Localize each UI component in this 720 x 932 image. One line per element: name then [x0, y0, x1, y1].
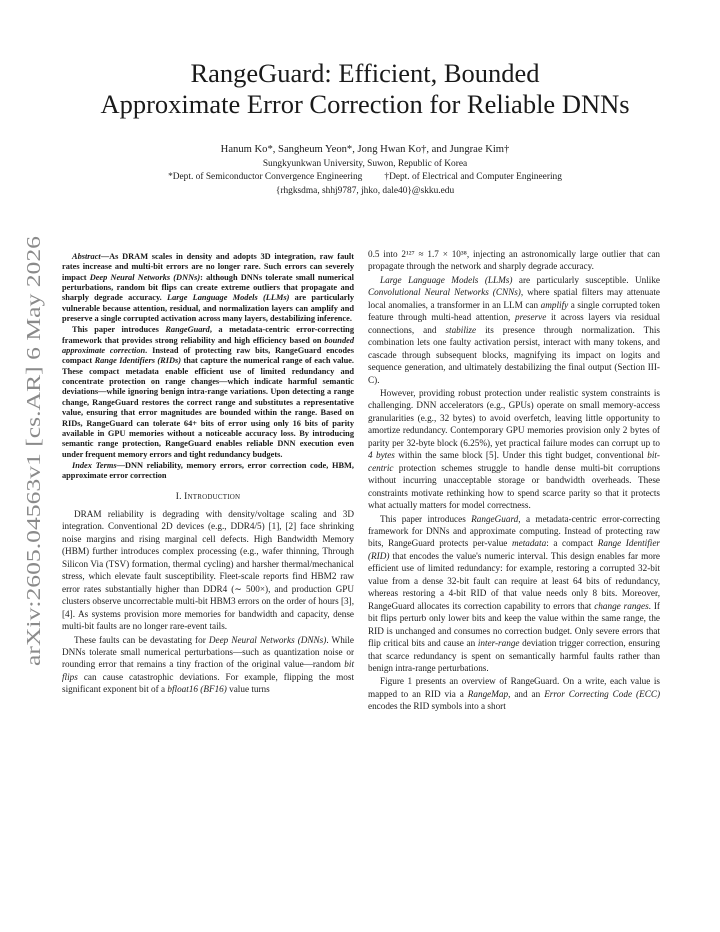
body-text: value turns	[226, 684, 270, 695]
body-term: bit-centric	[368, 450, 660, 473]
body-text: deviation trigger correction, ensuring that scarce redundancy is spent on semantically harmful faults rather than benign intra-range perturbations.	[368, 638, 660, 673]
body-text: can cause catastrophic deviations. For example, flipping the most significant exponent bit of a	[62, 671, 354, 695]
affiliation-dept-2: †Dept. of Electrical and Computer Engineering	[384, 172, 562, 182]
abstract-paragraph-1	[62, 252, 354, 324]
abstract-text: are particularly vulnerable because attention, residual, and normalization layers can amplify and preserve a single corrupted activation across many layers, destabilizing inference.	[62, 293, 354, 324]
arxiv-watermark	[10, 230, 50, 670]
affiliation-university: Sungkyunkwan University, Suwon, Republic of Korea	[262, 159, 468, 169]
abstract-term: Deep Neural Networks (DNNs)	[89, 272, 201, 282]
body-text: a single corrupted token feature through multi-head attention,	[368, 299, 661, 323]
body-text: it across layers via residual connections, and	[368, 312, 661, 335]
body-text: encodes the RID symbols into a short	[368, 701, 506, 712]
abstract-text: , a metadata-centric error-correcting framework that provides strong reliability and high efficiency based on	[62, 325, 354, 345]
intro-paragraph-2	[62, 634, 354, 696]
abstract-paragraph-2	[62, 325, 354, 459]
body-text: However, providing robust protection under realistic system constraints is challenging. DNN accelerators (e.g., GPUs) operate on small memory-access granularities (e.g., 32 bytes) to avoid overfetch, leaving little opportunity to amortize redundancy. Contemporary GPU memories provision only 2 bytes of parity per 32-byte block (6.25%), yet practical failure modes can corrupt up to	[368, 387, 660, 448]
body-term: Deep Neural Networks (DNNs)	[208, 634, 327, 645]
body-text: . While DNNs tolerate small numerical perturbations—such as quantization noise or rounding error that remains a tiny fraction of the original value—random	[62, 634, 354, 670]
intro-paragraph-6	[368, 675, 660, 712]
index-terms-label: Index Terms	[72, 460, 117, 470]
intro-paragraph-5	[368, 513, 660, 675]
section-heading-introduction: I. Introduction	[175, 491, 241, 502]
paper-title	[60, 58, 670, 120]
body-text: are particularly susceptible. Unlike	[512, 274, 660, 285]
abstract-text: This paper introduces	[72, 325, 166, 335]
arxiv-id: arXiv:2605.04563v1 [cs.AR] 6 May 2026	[24, 338, 45, 666]
body-term: Large Language Models (LLMs)	[380, 274, 513, 285]
body-term: bit flips	[62, 659, 354, 682]
intro-paragraph-1: DRAM reliability is degrading with density/voltage scaling and 3D integration. Conventional 2D devices (e.g., DDR4/5) [1], [2] face shrinking noise margins and rising marginal cell defects. High Bandwidth Memory (HBM) further introduces complex processing (e.g., wafer thinning, Through Silicon Via (TSV) formation, thermal cycling) and harsher thermal/mechanical stress, which elevate fault susceptibility. Fleet-scale reports find HBM2 raw error rates substantially higher than DDR4 (∼ 500×), and production GPU clusters observe uncorrectable multi-bit HBM3 errors on the order of hours [3], [4]. As systems provision more memories for bandwidth and capacity, dense multi-bit faults are no longer rare-event tails.	[62, 509, 354, 632]
abstract-term: Large Language Models (LLMs)	[167, 293, 290, 303]
abstract-term: bounded approximate correction	[62, 335, 354, 356]
body-term: change ranges	[594, 600, 649, 611]
body-text: its presence through normalization. This combination lets one faulty activation persist, interact with many tokens, and cascade through subsequent blocks, magnifying its impact on logits and sequence generation, and ultimately destabilizing the final output (Section III-C).	[368, 324, 660, 385]
index-terms-text: —DNN reliability, memory errors, error correction code, HBM, approximate error correction	[62, 460, 354, 481]
author-emails: {rhgksdma, shhj9787, jhko, dale40}@skku.edu	[275, 186, 455, 196]
affiliation-dept-1: *Dept. of Semiconductor Convergence Engineering	[168, 172, 363, 182]
left-column	[62, 252, 354, 696]
body-text: : a compact	[546, 538, 598, 549]
body-term: stabilize	[445, 324, 477, 335]
intro-paragraph-continued: 0.5 into 2¹²⁷ ≈ 1.7 × 10³⁸, injecting an astronomically large outlier that can propagate through the network and sharply degrade accuracy.	[368, 249, 660, 272]
body-text: These faults can be devastating for	[74, 634, 209, 645]
body-text: Figure 1 presents an overview of RangeGuard. On a write, each value is mapped to an RID via a	[368, 676, 660, 699]
body-text: that encodes the value's numeric interval. This design enables far more efficient use of limited redundancy: for example, restoring a corrupted 32-bit value from a dense 32-bit fault can require at least 64 bits of redundancy, whereas restoring a 4-bit RID of that value needs only 8 bits. Moreover, RangeGuard allocates its correction capability to errors that	[368, 550, 660, 611]
intro-paragraph-4	[368, 387, 660, 512]
body-term: RangeMap	[467, 688, 509, 699]
right-column	[368, 248, 660, 713]
body-text: protection schemes struggle to handle dense multi-bit corruptions without incurring unacceptable storage or bandwidth overheads. These constraints motivate rethinking how to spend scarce parity so that it protects what actually matters for model correctness.	[368, 462, 660, 511]
author-list: Hanum Ko*, Sangheum Yeon*, Jong Hwan Ko†, and Jungrae Kim†	[220, 144, 510, 155]
body-term: Error Correcting Code (ECC)	[544, 688, 661, 699]
body-term: Range Identifier (RID)	[368, 538, 660, 561]
body-term: amplify	[540, 299, 569, 310]
abstract-text: . Instead of protecting raw bits, RangeGuard encodes compact	[62, 346, 355, 366]
index-terms	[62, 461, 354, 482]
body-term: RangeGuard	[471, 513, 519, 524]
abstract-text: : although DNNs tolerate small numerical perturbations, random bit flips can create extreme outliers that propagate and sharply degrade accuracy.	[62, 272, 354, 303]
abstract-term: Range Identifiers (RIDs)	[94, 356, 182, 366]
abstract-text: that capture the numerical range of each value. These compact metadata enable efficient use of limited redundancy and concentrate protection on range changes—which indicate harmful semantic deviations—while ignoring benign intra-range variations. Upon detecting a range change, RangeGuard restores the correct range and substitutes a representative value, ensuring that error magnitudes are bounded within the range. Based on RIDs, RangeGuard can tolerate 64+ bits of error using only 16 bits of parity available in GPU memories without a noticeable accuracy loss. By introducing semantic range protection, RangeGuard enables reliable DNN execution even under frequent memory errors and tight redundancy budgets.	[62, 356, 354, 459]
body-text: , where spatial filters may attenuate local anomalies, a transformer in an LLM can	[368, 287, 660, 310]
abstract	[62, 252, 354, 482]
body-term: preserve	[515, 312, 547, 323]
title-line-1: RangeGuard: Efficient, Bounded	[190, 58, 540, 88]
affiliation-departments	[60, 171, 670, 183]
body-term: metadata	[511, 538, 547, 549]
body-text: within the same block [5]. Under this tight budget, conventional	[394, 450, 648, 461]
intro-paragraph-3	[368, 274, 660, 386]
body-term: 4 bytes	[368, 450, 395, 461]
body-term: bfloat16 (BF16)	[167, 684, 227, 695]
abstract-term: RangeGuard	[165, 325, 210, 335]
body-term: Convolutional Neural Networks (CNNs)	[368, 287, 521, 298]
abstract-text: —As DRAM scales in density and adopts 3D integration, raw fault rates increase and multi-bit errors are no longer rare. Such errors can severely impact	[62, 252, 354, 282]
body-text: . If bit flips perturb only lower bits and keep the value within the same range, the RID is unchanged and consumes no correction budget. Only severe errors that flip critical bits and cause an	[368, 600, 660, 649]
body-text: This paper introduces	[380, 513, 472, 524]
body-text: , a metadata-centric error-correcting framework for DNNs and approximate computing. Instead of protecting raw bits, RangeGuard protects per-value	[368, 513, 660, 549]
body-term: inter-range	[477, 638, 520, 649]
abstract-label: Abstract	[72, 252, 101, 261]
title-line-2: Approximate Error Correction for Reliable DNNs	[100, 89, 630, 119]
body-text: , and an	[508, 688, 545, 699]
